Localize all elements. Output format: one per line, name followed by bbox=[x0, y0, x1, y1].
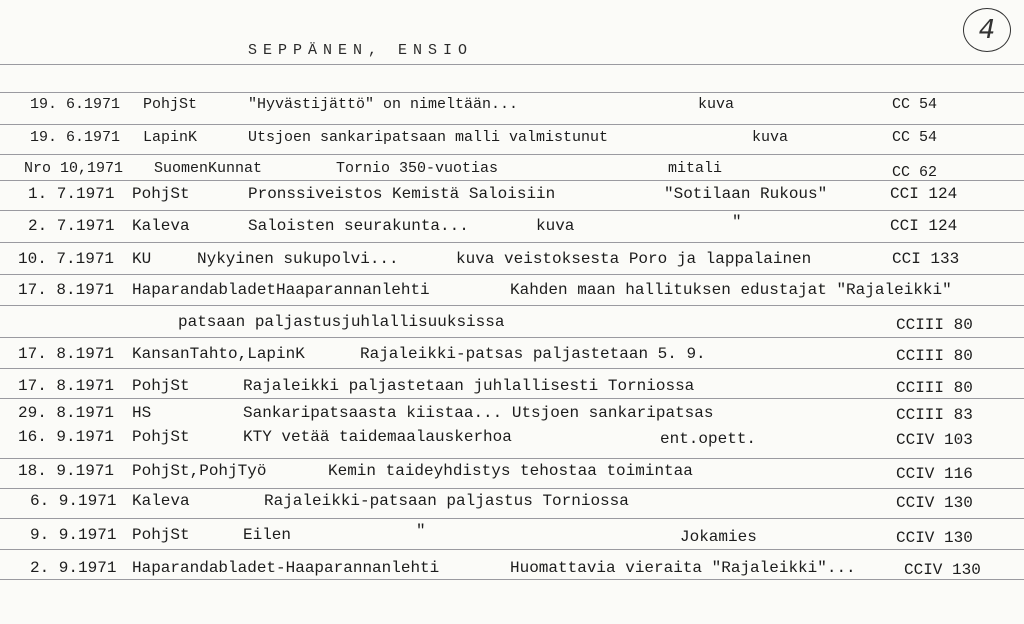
entry-title: Pronssiveistos Kemistä Saloisiin bbox=[248, 185, 556, 203]
entry-source: SuomenKunnat bbox=[154, 160, 263, 177]
entry-row bbox=[0, 557, 1024, 579]
ruled-line bbox=[0, 242, 1024, 243]
ruled-line bbox=[0, 92, 1024, 93]
entry-date: 9. 9.1971 bbox=[30, 526, 117, 544]
entry-ref: CCIII 80 bbox=[896, 316, 973, 334]
entry-kind: Jokamies bbox=[680, 528, 757, 546]
entry-title: Utsjoen sankaripatsaan malli valmistunut bbox=[248, 129, 609, 146]
ditto-mark: " bbox=[732, 213, 742, 231]
entry-ref: CCIV 116 bbox=[896, 465, 973, 483]
entry-date: 17. 8.1971 bbox=[18, 377, 115, 395]
entry-date: 19. 6.1971 bbox=[30, 129, 121, 146]
ruled-line bbox=[0, 64, 1024, 65]
entry-date: 2. 9.1971 bbox=[30, 559, 117, 577]
entry-ref: CCIII 80 bbox=[896, 347, 973, 365]
ruled-line bbox=[0, 274, 1024, 275]
entry-kind: "Sotilaan Rukous" bbox=[664, 185, 828, 203]
ruled-line bbox=[0, 124, 1024, 125]
entry-row bbox=[0, 311, 1024, 333]
entry-ref: CCIV 130 bbox=[904, 561, 981, 579]
entry-row bbox=[0, 94, 1024, 116]
entry-title: KTY vetää taidemaalauskerhoa bbox=[243, 428, 512, 446]
entry-ref: CCIV 130 bbox=[896, 494, 973, 512]
entry-title: Kemin taideyhdistys tehostaa toimintaa bbox=[328, 462, 693, 480]
entry-row bbox=[0, 127, 1024, 149]
entry-ref: CCIV 103 bbox=[896, 431, 973, 449]
entry-kind: kuva bbox=[752, 129, 789, 146]
entry-row bbox=[0, 248, 1024, 270]
entry-source: Kaleva bbox=[132, 217, 190, 235]
entry-source: PohjSt bbox=[132, 526, 190, 544]
entry-ref: CCI 124 bbox=[890, 217, 958, 235]
ditto-mark: " bbox=[416, 522, 426, 540]
ruled-line bbox=[0, 305, 1024, 306]
ruled-line bbox=[0, 579, 1024, 580]
entry-source: Kaleva bbox=[132, 492, 190, 510]
ruled-line bbox=[0, 518, 1024, 519]
entry-date: 6. 9.1971 bbox=[30, 492, 117, 510]
entry-ref: CCIII 83 bbox=[896, 406, 973, 424]
entry-row bbox=[0, 426, 1024, 448]
entry-kind: ent.opett. bbox=[660, 430, 757, 448]
entry-title: "Hyvästijättö" on nimeltään... bbox=[248, 96, 519, 113]
entry-title: Tornio 350-vuotias bbox=[336, 160, 499, 177]
entry-source: PohjSt bbox=[143, 96, 198, 113]
entry-title: patsaan paljastusjuhlallisuuksissa bbox=[178, 313, 505, 331]
entry-row bbox=[0, 183, 1024, 205]
entry-title: Eilen bbox=[243, 526, 292, 544]
entry-kind: kuva bbox=[536, 217, 575, 235]
entry-date: 10. 7.1971 bbox=[18, 250, 115, 268]
entry-title: Saloisten seurakunta... bbox=[248, 217, 469, 235]
entry-date: 1. 7.1971 bbox=[28, 185, 115, 203]
entry-date: 17. 8.1971 bbox=[18, 345, 115, 363]
entry-title: Huomattavia vieraita "Rajaleikki"... bbox=[510, 559, 856, 577]
entry-date: 2. 7.1971 bbox=[28, 217, 115, 235]
entry-row bbox=[0, 402, 1024, 424]
entry-source: KansanTahto,LapinK bbox=[132, 345, 305, 363]
entry-source: HS bbox=[132, 404, 152, 422]
entry-ref: CC 62 bbox=[892, 164, 938, 181]
ruled-line bbox=[0, 180, 1024, 181]
entry-title: Rajaleikki paljastetaan juhlallisesti Torniossa bbox=[243, 377, 695, 395]
ruled-line bbox=[0, 398, 1024, 399]
entry-date: 16. 9.1971 bbox=[18, 428, 115, 446]
entry-source: PohjSt bbox=[132, 377, 190, 395]
ruled-line bbox=[0, 488, 1024, 489]
entry-kind: kuva bbox=[698, 96, 735, 113]
ruled-line bbox=[0, 210, 1024, 211]
card-header-name: SEPPÄNEN, ENSIO bbox=[248, 42, 474, 59]
entry-title: Nykyinen sukupolvi... bbox=[197, 250, 399, 268]
entry-date: 17. 8.1971 bbox=[18, 281, 115, 299]
entry-ref: CC 54 bbox=[892, 96, 938, 113]
entry-ref: CC 54 bbox=[892, 129, 938, 146]
entry-date: 29. 8.1971 bbox=[18, 404, 115, 422]
entry-row bbox=[0, 490, 1024, 512]
entry-date: Nro 10,1971 bbox=[24, 160, 124, 177]
entry-source: PohjSt bbox=[132, 428, 190, 446]
entry-date: 19. 6.1971 bbox=[30, 96, 121, 113]
page-number-circle: 4 bbox=[963, 8, 1011, 52]
entry-title: Rajaleikki-patsaan paljastus Torniossa bbox=[264, 492, 629, 510]
entry-row bbox=[0, 279, 1024, 301]
entry-row bbox=[0, 524, 1024, 546]
entry-ref: CCIV 130 bbox=[896, 529, 973, 547]
entry-source: PohjSt,PohjTyö bbox=[132, 462, 267, 480]
entry-ref: CCIII 80 bbox=[896, 379, 973, 397]
entry-title: Kahden maan hallituksen edustajat "Rajaleikki" bbox=[510, 281, 952, 299]
ruled-line bbox=[0, 337, 1024, 338]
entry-source: Haparandabladet-Haaparannanlehti bbox=[132, 559, 440, 577]
ruled-line bbox=[0, 154, 1024, 155]
entry-ref: CCI 133 bbox=[892, 250, 960, 268]
entry-kind: mitali bbox=[668, 160, 723, 177]
entry-date: 18. 9.1971 bbox=[18, 462, 115, 480]
entry-source: LapinK bbox=[143, 129, 198, 146]
entry-row bbox=[0, 375, 1024, 397]
ruled-line bbox=[0, 368, 1024, 369]
entry-row bbox=[0, 343, 1024, 365]
entry-source: KU bbox=[132, 250, 152, 268]
entry-kind: kuva veistoksesta Poro ja lappalainen bbox=[456, 250, 812, 268]
entry-source: HaparandabladetHaaparannanlehti bbox=[132, 281, 430, 299]
entry-title: Rajaleikki-patsas paljastetaan 5. 9. bbox=[360, 345, 706, 363]
entry-ref: CCI 124 bbox=[890, 185, 958, 203]
entry-source: PohjSt bbox=[132, 185, 190, 203]
entry-row bbox=[0, 215, 1024, 237]
entry-row bbox=[0, 460, 1024, 482]
ruled-line bbox=[0, 549, 1024, 550]
ruled-line bbox=[0, 458, 1024, 459]
entry-row bbox=[0, 158, 1024, 180]
entry-title: Sankaripatsaasta kiistaa... Utsjoen sankaripatsas bbox=[243, 404, 714, 422]
